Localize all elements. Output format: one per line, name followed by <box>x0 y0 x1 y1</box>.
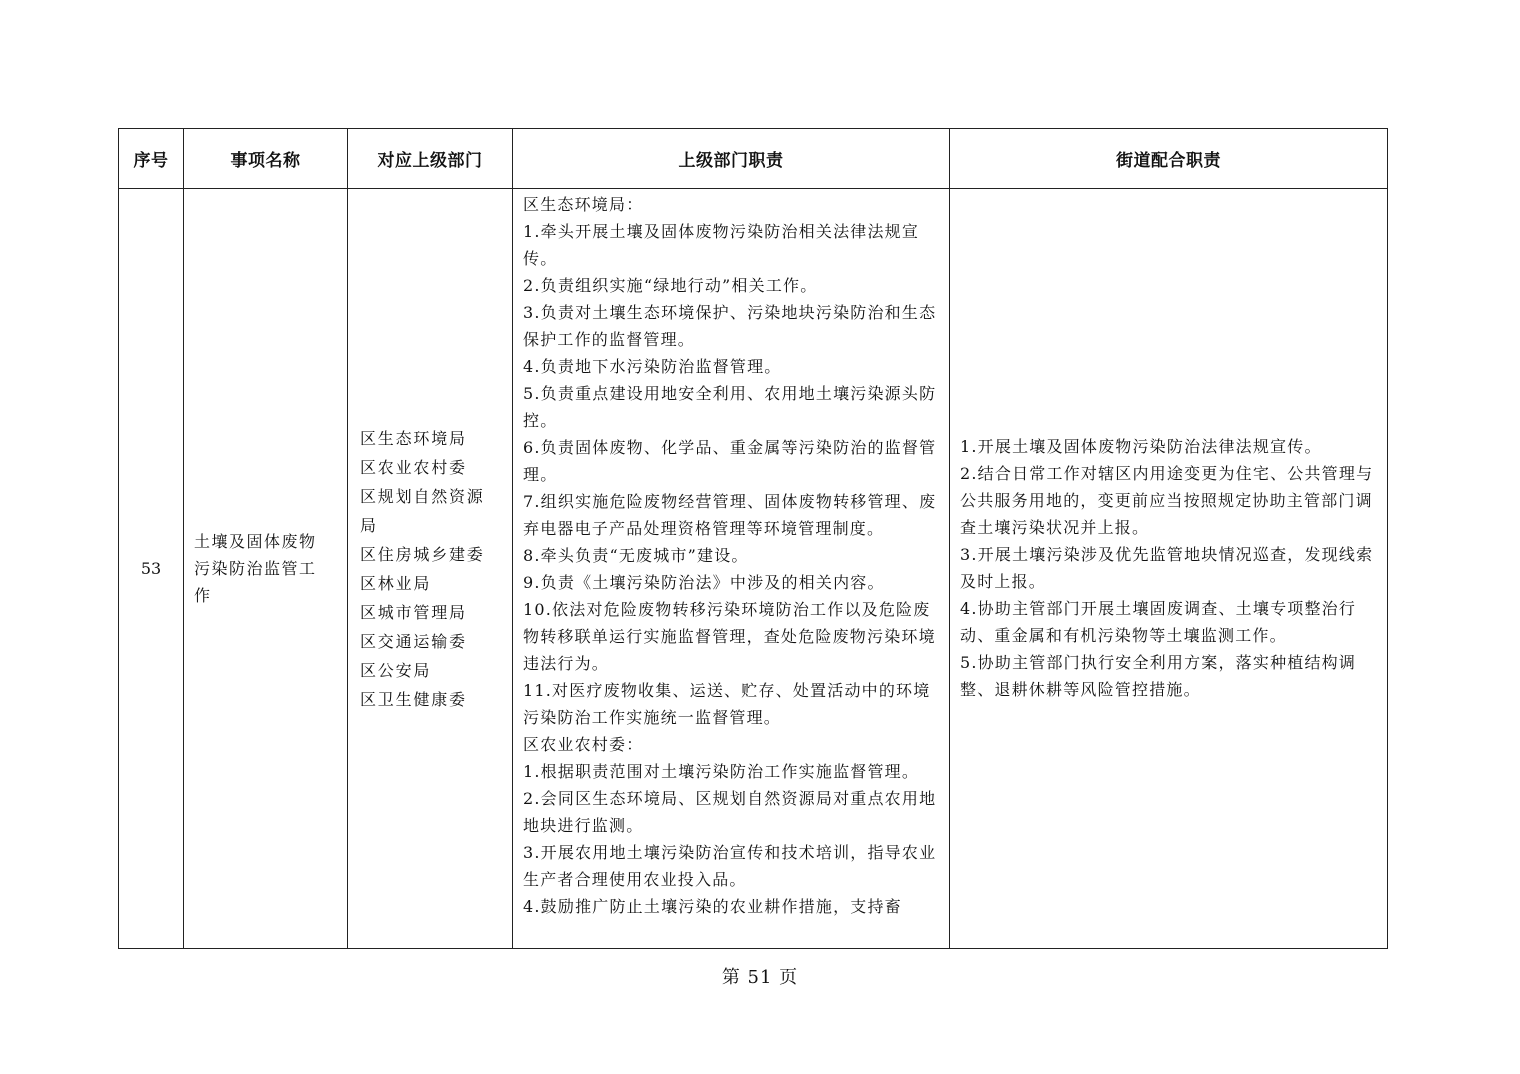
duty-table <box>118 128 1388 949</box>
upper-duties-list <box>523 191 943 943</box>
row-street-duties <box>950 189 1388 949</box>
upper-duty-item: 4.负责地下水污染防治监督管理。 <box>523 357 782 376</box>
upper-duty-item: 3.开展农用地土壤污染防治宣传和技术培训，指导农业生产者合理使用农业投入品。 <box>523 843 937 889</box>
department-item: 区卫生健康委 <box>360 689 467 709</box>
upper-duty-item: 11.对医疗废物收集、运送、贮存、处置活动中的环境污染防治工作实施统一监督管理。 <box>523 681 931 727</box>
header-item-name: 事项名称 <box>184 129 348 189</box>
department-item: 区农业农村委 <box>360 457 467 477</box>
row-upper-duties <box>513 189 950 949</box>
upper-duty-item: 5.负责重点建设用地安全利用、农用地土壤污染源头防控。 <box>523 384 937 430</box>
upper-duty-item: 4.鼓励推广防止土壤污染的农业耕作措施，支持畜 <box>523 897 902 916</box>
upper-duty-item: 1.根据职责范围对土壤污染防治工作实施监督管理。 <box>523 762 920 781</box>
header-upper-dept: 对应上级部门 <box>348 129 513 189</box>
row-seq: 53 <box>119 189 184 949</box>
upper-duty-item: 1.牵头开展土壤及固体废物污染防治相关法律法规宣传。 <box>523 222 920 268</box>
upper-duty-item: 10.依法对危险废物转移污染环境防治工作以及危险废物转移联单运行实施监督管理，查处危险废物污染环境违法行为。 <box>523 600 936 673</box>
header-upper-duties: 上级部门职责 <box>513 129 950 189</box>
header-seq: 序号 <box>119 129 184 189</box>
table-header-row <box>119 129 1388 189</box>
upper-duty-item: 3.负责对土壤生态环境保护、污染地块污染防治和生态保护工作的监督管理。 <box>523 303 937 349</box>
department-item: 区城市管理局 <box>360 602 467 622</box>
upper-duty-item: 7.组织实施危险废物经营管理、固体废物转移管理、废弃电器电子产品处理资格管理等环境管理制度。 <box>523 492 937 538</box>
department-item: 区林业局 <box>360 573 432 593</box>
department-item: 区公安局 <box>360 660 432 680</box>
department-item: 区规划自然资源局 <box>360 486 485 535</box>
upper-duty-item: 2.负责组织实施“绿地行动”相关工作。 <box>523 276 818 295</box>
department-item: 区住房城乡建委 <box>360 544 485 564</box>
street-duty-item: 1.开展土壤及固体废物污染防治法律法规宣传。 <box>960 437 1322 456</box>
upper-duty-item: 9.负责《土壤污染防治法》中涉及的相关内容。 <box>523 573 885 592</box>
street-duty-item: 2.结合日常工作对辖区内用途变更为住宅、公共管理与公共服务用地的，变更前应当按照规定协助主管部门调查土壤污染状况并上报。 <box>960 464 1374 537</box>
upper-duty-item: 8.牵头负责“无废城市”建设。 <box>523 546 749 565</box>
street-duty-item: 3.开展土壤污染涉及优先监管地块情况巡查，发现线索及时上报。 <box>960 545 1374 591</box>
upper-duty-heading: 区生态环境局： <box>523 195 644 214</box>
upper-duty-heading: 区农业农村委： <box>523 735 644 754</box>
table-row <box>119 189 1388 949</box>
street-duty-item: 4.协助主管部门开展土壤固废调查、土壤专项整治行动、重金属和有机污染物等土壤监测工作。 <box>960 599 1357 645</box>
street-duty-item: 5.协助主管部门执行安全利用方案，落实种植结构调整、退耕休耕等风险管控措施。 <box>960 653 1357 699</box>
row-item-name: 土壤及固体废物污染防治监管工作 <box>184 189 348 949</box>
department-item: 区生态环境局 <box>360 428 467 448</box>
header-street-duties: 街道配合职责 <box>950 129 1388 189</box>
upper-duty-item: 6.负责固体废物、化学品、重金属等污染防治的监督管理。 <box>523 438 937 484</box>
row-departments <box>348 189 513 949</box>
street-duties-list <box>960 189 1379 703</box>
page-number: 第 51 页 <box>721 967 799 988</box>
upper-duty-item: 2.会同区生态环境局、区规划自然资源局对重点农用地地块进行监测。 <box>523 789 937 835</box>
department-item: 区交通运输委 <box>360 631 467 651</box>
